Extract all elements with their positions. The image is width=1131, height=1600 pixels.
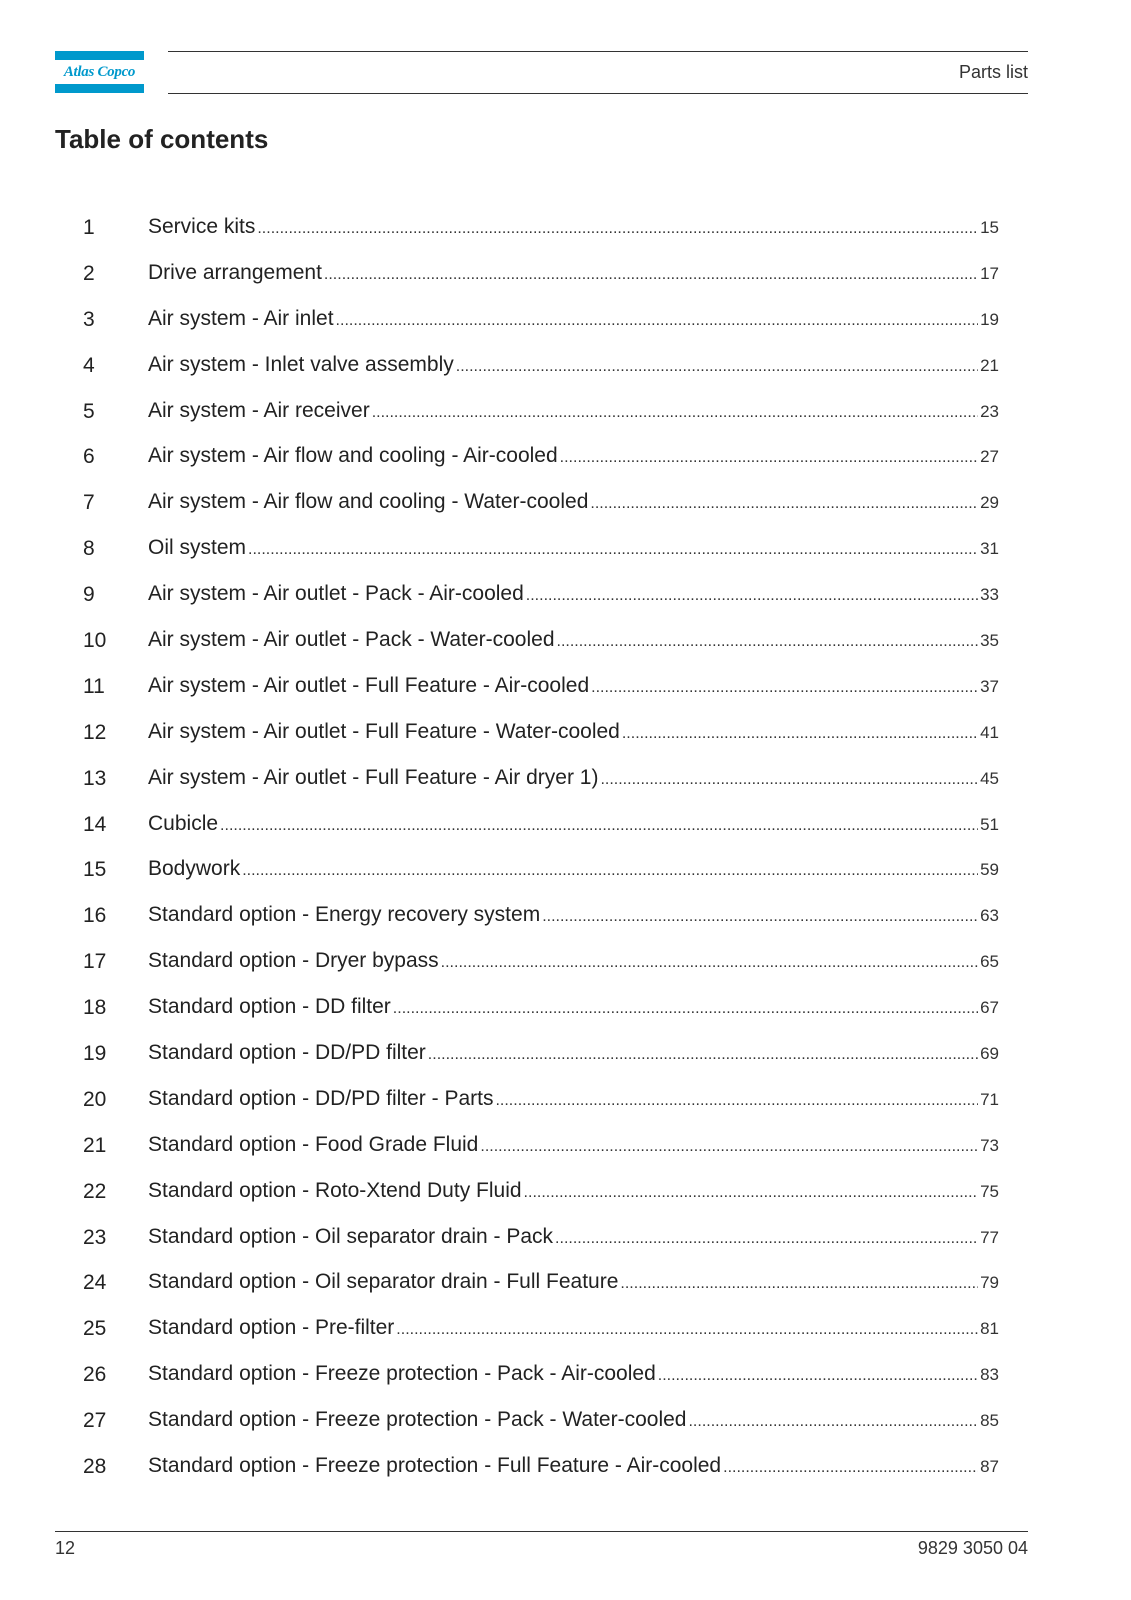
toc-entry-page: 79 bbox=[980, 1273, 999, 1293]
toc-entry-page: 59 bbox=[980, 860, 999, 880]
toc-entry-number: 14 bbox=[83, 812, 107, 836]
logo-bar-bottom bbox=[55, 84, 144, 93]
toc-entry-title: Air system - Air flow and cooling - Air-cooled bbox=[148, 444, 558, 468]
toc-entry-page: 45 bbox=[980, 768, 999, 788]
toc-entry-title: Cubicle bbox=[148, 811, 219, 835]
toc-entry-page: 63 bbox=[980, 906, 999, 926]
toc-entry-title: Air system - Air outlet - Full Feature - Water-cooled bbox=[148, 719, 620, 743]
toc-entry-title: Air system - Inlet valve assembly bbox=[148, 352, 454, 376]
toc-dot-leader bbox=[620, 1271, 978, 1297]
toc-entry-body bbox=[148, 1224, 999, 1252]
footer-rule bbox=[55, 1531, 1028, 1532]
toc-entry-title: Standard option - Roto-Xtend Duty Fluid bbox=[148, 1178, 522, 1202]
toc-entry-page: 67 bbox=[980, 998, 999, 1018]
logo-bar-top bbox=[55, 51, 144, 60]
toc-entry[interactable] bbox=[55, 939, 999, 985]
toc-entry-number: 6 bbox=[83, 445, 95, 469]
toc-entry-number: 18 bbox=[83, 996, 107, 1020]
toc-entry-number: 4 bbox=[83, 353, 95, 377]
toc-entry-page: 37 bbox=[980, 676, 999, 696]
toc-entry-title: Standard option - Oil separator drain - Full Feature bbox=[148, 1270, 619, 1294]
toc-dot-leader bbox=[428, 1042, 978, 1068]
toc-entry-number: 10 bbox=[83, 628, 107, 652]
toc-entry-number: 11 bbox=[83, 674, 105, 698]
toc-entry[interactable] bbox=[55, 526, 999, 572]
toc-entry-title: Standard option - Freeze protection - Full Feature - Air-cooled bbox=[148, 1453, 722, 1477]
toc-entry-body bbox=[148, 673, 999, 701]
toc-entry-page: 51 bbox=[980, 814, 999, 834]
toc-dot-leader bbox=[480, 1134, 978, 1160]
toc-entry-title: Drive arrangement bbox=[148, 260, 322, 284]
toc-entry[interactable] bbox=[55, 1398, 999, 1444]
toc-entry-page: 29 bbox=[980, 493, 999, 513]
toc-entry-body bbox=[148, 994, 999, 1022]
page-title: Table of contents bbox=[55, 124, 269, 154]
toc-entry-body bbox=[148, 1178, 999, 1206]
toc-entry-title: Standard option - Pre-filter bbox=[148, 1316, 395, 1340]
toc-entry-number: 12 bbox=[83, 720, 107, 744]
toc-entry-body bbox=[148, 856, 999, 884]
toc-entry-title: Standard option - Food Grade Fluid bbox=[148, 1132, 479, 1156]
toc-entry[interactable] bbox=[55, 756, 999, 802]
toc-entry-page: 17 bbox=[980, 263, 999, 283]
toc-entry-page: 73 bbox=[980, 1135, 999, 1155]
toc-entry[interactable] bbox=[55, 1215, 999, 1261]
toc-entry-page: 41 bbox=[980, 722, 999, 742]
toc-dot-leader bbox=[336, 308, 979, 334]
toc-entry-page: 21 bbox=[980, 355, 999, 375]
toc-entry[interactable] bbox=[55, 1123, 999, 1169]
toc-entry-body bbox=[148, 627, 999, 655]
toc-entry-number: 25 bbox=[83, 1317, 107, 1341]
toc-entry-number: 24 bbox=[83, 1271, 107, 1295]
toc-entry-number: 1 bbox=[83, 215, 95, 239]
toc-entry-body bbox=[148, 214, 999, 242]
toc-dot-leader bbox=[524, 1180, 979, 1206]
toc-entry-title: Air system - Air inlet bbox=[148, 306, 334, 330]
toc-entry-number: 13 bbox=[83, 766, 107, 790]
toc-entry-title: Oil system bbox=[148, 536, 247, 560]
toc-dot-leader bbox=[456, 354, 978, 380]
toc-entry-title: Standard option - Freeze protection - Pack - Water-cooled bbox=[148, 1408, 687, 1432]
toc-entry-page: 69 bbox=[980, 1043, 999, 1063]
toc-entry-number: 22 bbox=[83, 1179, 107, 1203]
toc-entry-title: Air system - Air outlet - Full Feature - Air dryer 1) bbox=[148, 765, 599, 789]
toc-entry[interactable] bbox=[55, 1077, 999, 1123]
toc-entry-page: 33 bbox=[980, 585, 999, 605]
toc-entry-number: 2 bbox=[83, 261, 95, 285]
toc-entry-body bbox=[148, 948, 999, 976]
toc-entry-number: 7 bbox=[83, 491, 95, 515]
header-bottom-rule bbox=[168, 93, 1028, 94]
toc-entry[interactable] bbox=[55, 893, 999, 939]
toc-entry-body bbox=[148, 1315, 999, 1343]
toc-entry-title: Standard option - DD filter bbox=[148, 995, 391, 1019]
toc-entry[interactable] bbox=[55, 802, 999, 848]
logo-wordmark: Atlas Copco bbox=[63, 64, 136, 80]
toc-entry-body bbox=[148, 765, 999, 793]
toc-entry-page: 81 bbox=[980, 1319, 999, 1339]
toc-entry-number: 19 bbox=[83, 1041, 107, 1065]
toc-dot-leader bbox=[393, 996, 978, 1022]
toc-entry-number: 21 bbox=[83, 1133, 107, 1157]
toc-entry[interactable] bbox=[55, 847, 999, 893]
toc-entry-title: Air system - Air flow and cooling - Water-cooled bbox=[148, 490, 589, 514]
toc-dot-leader bbox=[555, 1226, 978, 1252]
toc-entry[interactable] bbox=[55, 985, 999, 1031]
toc-entry-title: Air system - Air outlet - Pack - Air-cooled bbox=[148, 582, 524, 606]
toc-entry-number: 16 bbox=[83, 904, 107, 928]
toc-dot-leader bbox=[600, 767, 978, 793]
toc-dot-leader bbox=[723, 1455, 978, 1481]
toc-entry-title: Air system - Air outlet - Full Feature - Air-cooled bbox=[148, 673, 590, 697]
toc-dot-leader bbox=[658, 1363, 978, 1389]
toc-entry-number: 20 bbox=[83, 1087, 107, 1111]
footer-page-number: 12 bbox=[55, 1538, 76, 1558]
toc-entry-body bbox=[148, 581, 999, 609]
toc-entry[interactable] bbox=[55, 205, 999, 251]
toc-entry-page: 65 bbox=[980, 952, 999, 972]
toc-entry[interactable] bbox=[55, 1306, 999, 1352]
toc-entry[interactable] bbox=[55, 434, 999, 480]
toc-dot-leader bbox=[495, 1088, 978, 1114]
toc-entry-number: 17 bbox=[83, 950, 107, 974]
toc-entry-body bbox=[148, 306, 999, 334]
toc-entry-title: Standard option - Dryer bypass bbox=[148, 949, 439, 973]
toc-entry-body bbox=[148, 1453, 999, 1481]
toc-entry-body bbox=[148, 1269, 999, 1297]
toc-entry[interactable] bbox=[55, 572, 999, 618]
toc-entry-page: 71 bbox=[980, 1089, 999, 1109]
toc-dot-leader bbox=[557, 629, 979, 655]
toc-entry-page: 87 bbox=[980, 1456, 999, 1476]
toc-entry[interactable] bbox=[55, 1169, 999, 1215]
toc-entry-body bbox=[148, 1361, 999, 1389]
toc-entry-body bbox=[148, 352, 999, 380]
toc-entry-title: Air system - Air receiver bbox=[148, 398, 370, 422]
toc-dot-leader bbox=[248, 537, 978, 563]
toc-entry[interactable] bbox=[55, 480, 999, 526]
table-of-contents bbox=[55, 205, 999, 1490]
toc-dot-leader bbox=[242, 858, 978, 884]
toc-entry-number: 28 bbox=[83, 1454, 107, 1478]
toc-entry-page: 83 bbox=[980, 1365, 999, 1385]
toc-entry-number: 26 bbox=[83, 1363, 107, 1387]
header-top-rule bbox=[168, 51, 1028, 52]
toc-dot-leader bbox=[591, 675, 978, 701]
toc-entry-title: Bodywork bbox=[148, 857, 241, 881]
toc-entry-number: 3 bbox=[83, 307, 95, 331]
toc-entry-title: Air system - Air outlet - Pack - Water-cooled bbox=[148, 627, 555, 651]
atlas-copco-logo bbox=[55, 51, 144, 93]
toc-dot-leader bbox=[526, 583, 978, 609]
toc-entry-page: 75 bbox=[980, 1181, 999, 1201]
toc-entry-title: Standard option - Oil separator drain - Pack bbox=[148, 1224, 554, 1248]
toc-entry-title: Standard option - DD/PD filter bbox=[148, 1040, 426, 1064]
toc-dot-leader bbox=[324, 262, 978, 288]
toc-entry-body bbox=[148, 902, 999, 930]
toc-entry-body bbox=[148, 1086, 999, 1114]
section-label: Parts list bbox=[958, 62, 1028, 82]
toc-entry-title: Standard option - Energy recovery system bbox=[148, 903, 541, 927]
toc-entry-page: 23 bbox=[980, 401, 999, 421]
toc-entry-number: 5 bbox=[83, 399, 95, 423]
toc-entry-body bbox=[148, 1040, 999, 1068]
toc-entry-page: 35 bbox=[980, 630, 999, 650]
toc-dot-leader bbox=[688, 1409, 978, 1435]
toc-entry-number: 8 bbox=[83, 537, 95, 561]
toc-entry-number: 9 bbox=[83, 583, 95, 607]
toc-entry[interactable] bbox=[55, 251, 999, 297]
footer-document-number: 9829 3050 04 bbox=[917, 1538, 1028, 1558]
toc-dot-leader bbox=[542, 904, 978, 930]
toc-entry-title: Service kits bbox=[148, 214, 256, 238]
toc-entry[interactable] bbox=[55, 710, 999, 756]
toc-entry-body bbox=[148, 1407, 999, 1435]
toc-entry-title: Standard option - DD/PD filter - Parts bbox=[148, 1086, 494, 1110]
toc-entry[interactable] bbox=[55, 1352, 999, 1398]
toc-entry-number: 15 bbox=[83, 858, 107, 882]
toc-dot-leader bbox=[622, 721, 978, 747]
toc-entry-number: 27 bbox=[83, 1409, 107, 1433]
toc-entry-body bbox=[148, 398, 999, 426]
toc-entry-number: 23 bbox=[83, 1225, 107, 1249]
toc-entry-page: 85 bbox=[980, 1411, 999, 1431]
toc-entry-body bbox=[148, 260, 999, 288]
toc-entry[interactable] bbox=[55, 618, 999, 664]
toc-entry-title: Standard option - Freeze protection - Pack - Air-cooled bbox=[148, 1362, 656, 1386]
toc-entry-page: 77 bbox=[980, 1227, 999, 1247]
toc-dot-leader bbox=[560, 445, 978, 471]
toc-entry[interactable] bbox=[55, 343, 999, 389]
toc-entry-body bbox=[148, 719, 999, 747]
toc-dot-leader bbox=[220, 813, 978, 839]
toc-entry[interactable] bbox=[55, 664, 999, 710]
toc-entry[interactable] bbox=[55, 1444, 999, 1490]
toc-entry-body bbox=[148, 443, 999, 471]
toc-dot-leader bbox=[372, 400, 978, 426]
toc-entry-body bbox=[148, 1132, 999, 1160]
toc-entry-page: 19 bbox=[980, 309, 999, 329]
toc-entry-body bbox=[148, 535, 999, 563]
toc-entry-page: 15 bbox=[980, 217, 999, 237]
toc-entry[interactable] bbox=[55, 297, 999, 343]
toc-entry[interactable] bbox=[55, 1031, 999, 1077]
toc-entry-page: 31 bbox=[980, 539, 999, 559]
toc-entry-body bbox=[148, 489, 999, 517]
toc-dot-leader bbox=[441, 950, 978, 976]
toc-dot-leader bbox=[396, 1317, 978, 1343]
toc-entry-body bbox=[148, 811, 999, 839]
toc-entry-page: 27 bbox=[980, 447, 999, 467]
toc-dot-leader bbox=[590, 491, 978, 517]
toc-dot-leader bbox=[257, 216, 978, 242]
toc-entry[interactable] bbox=[55, 1260, 999, 1306]
toc-entry[interactable] bbox=[55, 389, 999, 435]
